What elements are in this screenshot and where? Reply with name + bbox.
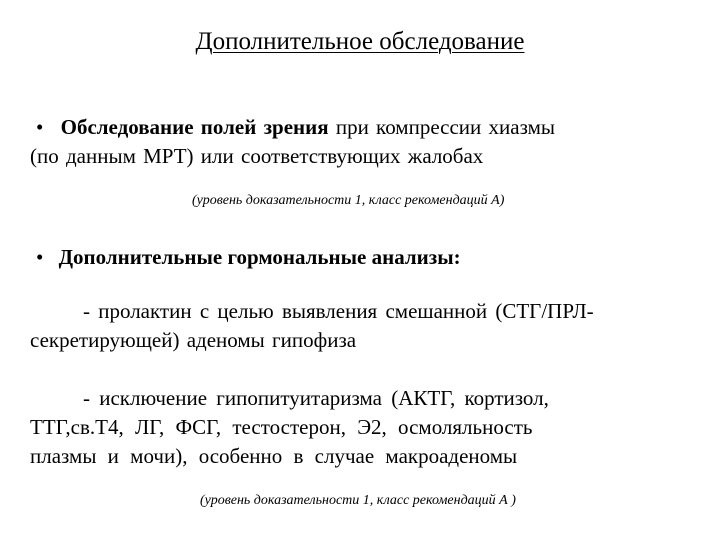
bullet-item-hormonal-tests [36, 244, 461, 270]
hormonal-tests-heading: Дополнительные гормональные анализы: [58, 245, 461, 269]
bullet-item-visual-fields [36, 114, 555, 140]
hypopituitarism-line1: - исключение гипопитуитаризма (АКТГ, кортизол, [83, 386, 549, 410]
hypopituitarism-line3: плазмы и мочи), особенно в случае макроаденомы [30, 444, 518, 468]
visual-fields-heading: Обследование полей зрения [60, 115, 329, 139]
visual-fields-text: при компрессии хиазмы [328, 115, 555, 139]
evidence-level-note-1: (уровень доказательности 1, класс рекомендаций А) [192, 193, 505, 208]
visual-fields-text-line2: (по данным МРТ) или соответствующих жалобах [30, 144, 484, 168]
prolactin-line1: - пролактин с целью выявления смешанной (СТГ/ПРЛ- [83, 299, 594, 323]
hypopituitarism-line2: ТТГ,св.Т4, ЛГ, ФСГ, тестостерон, Э2, осмоляльность [30, 415, 533, 439]
bullet-icon: • [36, 115, 44, 139]
prolactin-line2: секретирующей) аденомы гипофиза [30, 328, 357, 352]
slide-title: Дополнительное обследование [195, 28, 525, 55]
evidence-level-note-2: (уровень доказательности 1, класс рекомендаций А ) [200, 493, 516, 508]
bullet-icon: • [36, 245, 44, 269]
